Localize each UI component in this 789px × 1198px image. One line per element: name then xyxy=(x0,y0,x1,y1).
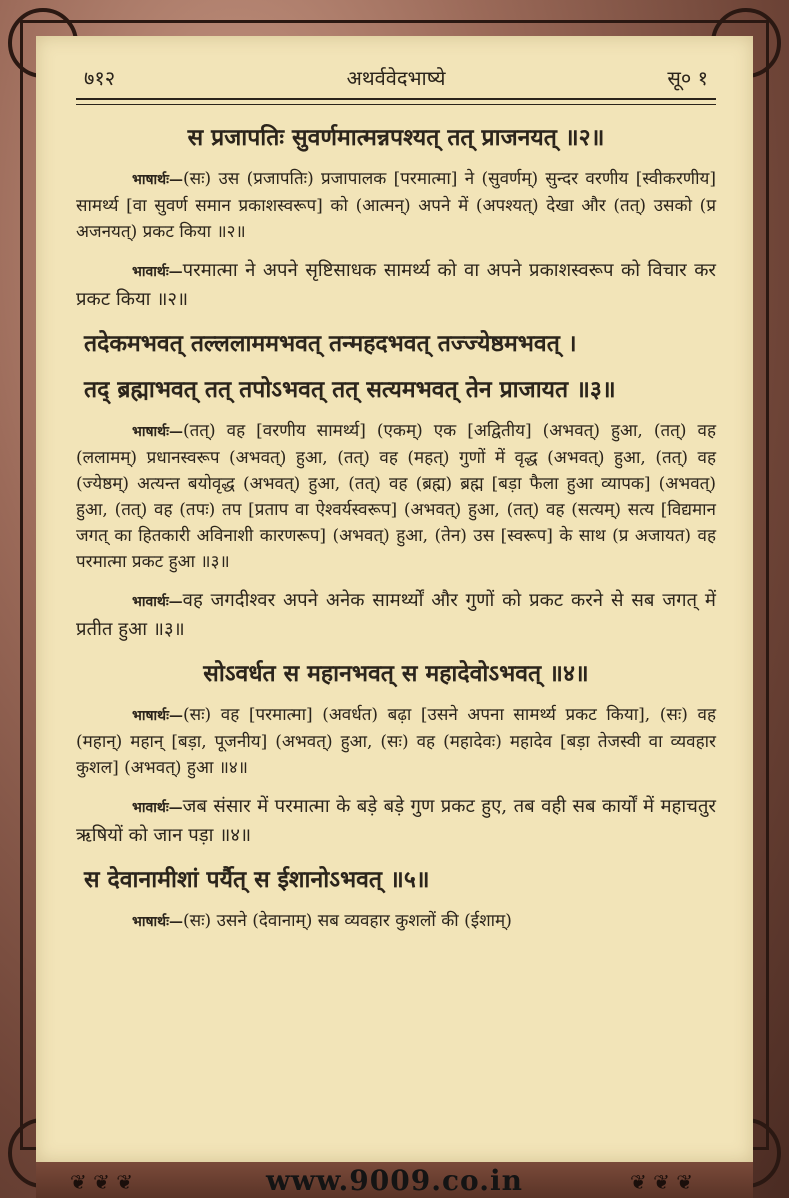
mantra-3a: तदेकमभवत् तल्ललाममभवत् तन्महदभवत् तज्ज्येष्ठमभवत् । xyxy=(84,330,577,357)
book-title: अथर्ववेदभाष्ये xyxy=(346,66,446,90)
bhavartha-3: भावार्थः—वह जगदीश्वर अपने अनेक सामर्थ्यों और गुणों को प्रकट करने से सब जगत् में प्रतीत हुआ ॥३॥ xyxy=(76,590,716,640)
bhavartha-4: भावार्थः—जब संसार में परमात्मा के बड़े बड़े गुण प्रकट हुए, तब वही सब कार्यों में महाचतुर ऋषियों को जान पड़ा ॥४॥ xyxy=(76,796,716,846)
mantra-5: स देवानामीशां पर्यैत् स ईशानोऽभवत् ॥५॥ xyxy=(84,866,430,893)
mantra-3b: तद् ब्रह्माभवत् तत् तपोऽभवत् तत् सत्यमभवत् तेन प्राजायत ॥३॥ xyxy=(84,376,616,403)
bhavartha-2: भावार्थः—परमात्मा ने अपने सृष्टिसाधक सामर्थ्य को वा अपने प्रकाशस्वरूप को विचार कर प्रकट किया ॥२॥ xyxy=(76,260,716,310)
swirl-ornament-icon: ❦ ❦ ❦ xyxy=(70,1170,133,1194)
swirl-ornament-icon: ❦ ❦ ❦ xyxy=(630,1170,693,1194)
sukta-label: सू० १ xyxy=(667,66,708,90)
bhashartha-2: भाषार्थः—(सः) उस (प्रजापतिः) प्रजापालक [परमात्मा] ने (सुवर्णम्) सुन्दर वरणीय [स्वीकरणीय] सामर्थ्य [वा सुवर्ण समान प्रकाशस्वरूप] को (आत्मन्) अपने में (अपश्यत्) देखा और (तत्) उसको (प्र अजनयत्) प्रकट किया ॥२॥ xyxy=(76,169,716,242)
header-rule xyxy=(76,104,716,105)
page-content xyxy=(76,112,716,947)
page-number: ७१२ xyxy=(84,66,116,90)
page-header xyxy=(76,60,716,100)
bhashartha-5: भाषार्थः—(सः) उसने (देवानाम्) सब व्यवहार कुशलों की (ईशाम्) xyxy=(132,911,512,931)
header-rule xyxy=(76,98,716,100)
mantra-2: स प्रजापतिः सुवर्णमात्मन्नपश्यत् तत् प्राजनयत् ॥२॥ xyxy=(187,124,605,151)
bhashartha-3: भाषार्थः—(तत्) वह [वरणीय सामर्थ्य] (एकम्) एक [अद्वितीय] (अभवत्) हुआ, (तत्) वह (ललामम्) प्रधानस्वरूप (अभवत्) हुआ, (तत्) वह (महत्) गुणों में वृद्ध (अभवत्) हुआ, (तत्) वह (ज्येष्ठम्) अत्यन्त बयोवृद्ध (अभवत्) हुआ, (तत्) वह (ब्रह्म) ब्रह्म [बड़ा फैला हुआ व्यापक] (अभवत्) हुआ, (तत्) वह (तपः) तप [प्रताप वा ऐश्वर्यस्वरूप] (अभवत्) हुआ, (तत्) वह (सत्यम्) सत्य [विद्यमान जगत् का हितकारी अविनाशी कारणरूप] (अभवत्) हुआ, (तेन) उस [स्वरूप] के साथ (प्र अजायत) वह परमात्मा प्रकट हुआ ॥३॥ xyxy=(76,421,716,572)
website-link[interactable]: www.9009.co.in xyxy=(266,1164,523,1197)
book-page xyxy=(36,36,753,1162)
mantra-4: सोऽवर्धत स महानभवत् स महादेवोऽभवत् ॥४॥ xyxy=(203,660,589,687)
bhashartha-4: भाषार्थः—(सः) वह [परमात्मा] (अवर्धत) बढ़ा [उसने अपना सामर्थ्य प्रकट किया], (सः) वह (महान्) महान् [बड़ा, पूजनीय] (अभवत्) हुआ, (सः) वह (महादेवः) महादेव [बड़ा तेजस्वी वा व्यवहार कुशल] (अभवत्) हुआ ॥४॥ xyxy=(76,705,716,778)
